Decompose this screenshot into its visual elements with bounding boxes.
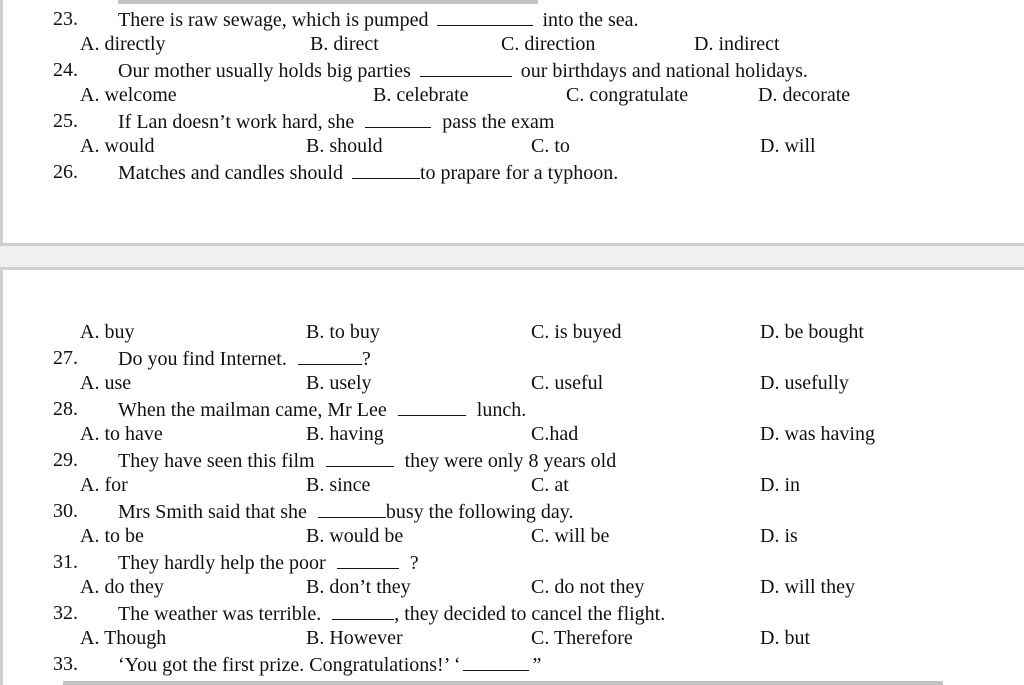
- option-b[interactable]: B. However: [306, 627, 403, 649]
- option-b[interactable]: B. usely: [306, 372, 372, 394]
- answer-blank: [437, 7, 533, 26]
- option-a[interactable]: A. use: [80, 372, 132, 394]
- option-c[interactable]: C. will be: [531, 525, 610, 547]
- question-number: 25.: [53, 110, 78, 132]
- option-a[interactable]: A. to have: [80, 423, 163, 445]
- question-number: 27.: [53, 347, 78, 369]
- option-a[interactable]: A. would: [80, 135, 155, 157]
- option-c[interactable]: C.had: [531, 423, 579, 445]
- option-a[interactable]: A. Though: [80, 627, 167, 649]
- option-a[interactable]: A. directly: [80, 33, 166, 55]
- option-d[interactable]: D. is: [760, 525, 798, 547]
- option-d[interactable]: D. was having: [760, 423, 875, 445]
- option-b[interactable]: B. would be: [306, 525, 404, 547]
- question-number: 31.: [53, 551, 78, 573]
- option-b[interactable]: B. having: [306, 423, 384, 445]
- option-d[interactable]: D. indirect: [694, 33, 780, 55]
- option-c[interactable]: C. is buyed: [531, 321, 622, 343]
- option-a[interactable]: A. buy: [80, 321, 135, 343]
- answer-blank: [365, 109, 431, 128]
- question-stem: When the mailman came, Mr Lee lunch.: [118, 399, 527, 421]
- option-c[interactable]: C. direction: [501, 33, 596, 55]
- option-c[interactable]: C. do not they: [531, 576, 645, 598]
- answer-blank: [332, 601, 394, 620]
- option-a[interactable]: A. for: [80, 474, 128, 496]
- question-stem: Matches and candles should to prapare for a typhoon.: [118, 162, 619, 184]
- panel-bottom: [0, 267, 1024, 685]
- option-d[interactable]: D. decorate: [758, 84, 851, 106]
- question-stem: Mrs Smith said that she busy the following day.: [118, 501, 574, 523]
- option-d[interactable]: D. will: [760, 135, 816, 157]
- question-number: 32.: [53, 602, 78, 624]
- option-d[interactable]: D. in: [760, 474, 800, 496]
- answer-blank: [398, 397, 466, 416]
- question-stem: They have seen this film they were only 8 years old: [118, 450, 617, 472]
- question-number: 30.: [53, 500, 78, 522]
- option-b[interactable]: B. celebrate: [373, 84, 469, 106]
- answer-blank: [326, 448, 394, 467]
- answer-blank: [298, 346, 362, 365]
- option-b[interactable]: B. since: [306, 474, 371, 496]
- question-stem: If Lan doesn’t work hard, she pass the exam: [118, 111, 555, 133]
- question-number: 24.: [53, 59, 78, 81]
- option-c[interactable]: C. at: [531, 474, 569, 496]
- question-stem: ‘You got the first prize. Congratulations!’ ‘ ”: [118, 654, 542, 676]
- option-d[interactable]: D. be bought: [760, 321, 864, 343]
- cropped-text-top: [118, 0, 538, 4]
- answer-blank: [352, 160, 420, 179]
- question-stem: Do you find Internet. ?: [118, 348, 371, 370]
- answer-blank: [420, 58, 512, 77]
- option-d[interactable]: D. but: [760, 627, 810, 649]
- option-a[interactable]: A. to be: [80, 525, 144, 547]
- option-c[interactable]: C. congratulate: [566, 84, 689, 106]
- option-a[interactable]: A. welcome: [80, 84, 177, 106]
- question-number: 33.: [53, 653, 78, 675]
- option-c[interactable]: C. Therefore: [531, 627, 633, 649]
- answer-blank: [337, 550, 399, 569]
- question-number: 23.: [53, 8, 78, 30]
- answer-blank: [318, 499, 386, 518]
- option-b[interactable]: B. to buy: [306, 321, 380, 343]
- answer-blank: [463, 652, 529, 671]
- question-stem: There is raw sewage, which is pumped into the sea.: [118, 9, 639, 31]
- cropped-text-bottom: [63, 681, 943, 685]
- option-b[interactable]: B. don’t they: [306, 576, 411, 598]
- question-number: 28.: [53, 398, 78, 420]
- page-gap: [0, 246, 1024, 267]
- option-b[interactable]: B. should: [306, 135, 383, 157]
- option-c[interactable]: C. useful: [531, 372, 604, 394]
- option-b[interactable]: B. direct: [310, 33, 379, 55]
- question-stem: They hardly help the poor ?: [118, 552, 419, 574]
- question-stem: The weather was terrible. , they decided to cancel the flight.: [118, 603, 666, 625]
- option-d[interactable]: D. will they: [760, 576, 855, 598]
- option-d[interactable]: D. usefully: [760, 372, 849, 394]
- question-stem: Our mother usually holds big parties our birthdays and national holidays.: [118, 60, 808, 82]
- question-number: 26.: [53, 161, 78, 183]
- option-a[interactable]: A. do they: [80, 576, 164, 598]
- option-c[interactable]: C. to: [531, 135, 570, 157]
- panel-top: [0, 0, 1024, 246]
- question-number: 29.: [53, 449, 78, 471]
